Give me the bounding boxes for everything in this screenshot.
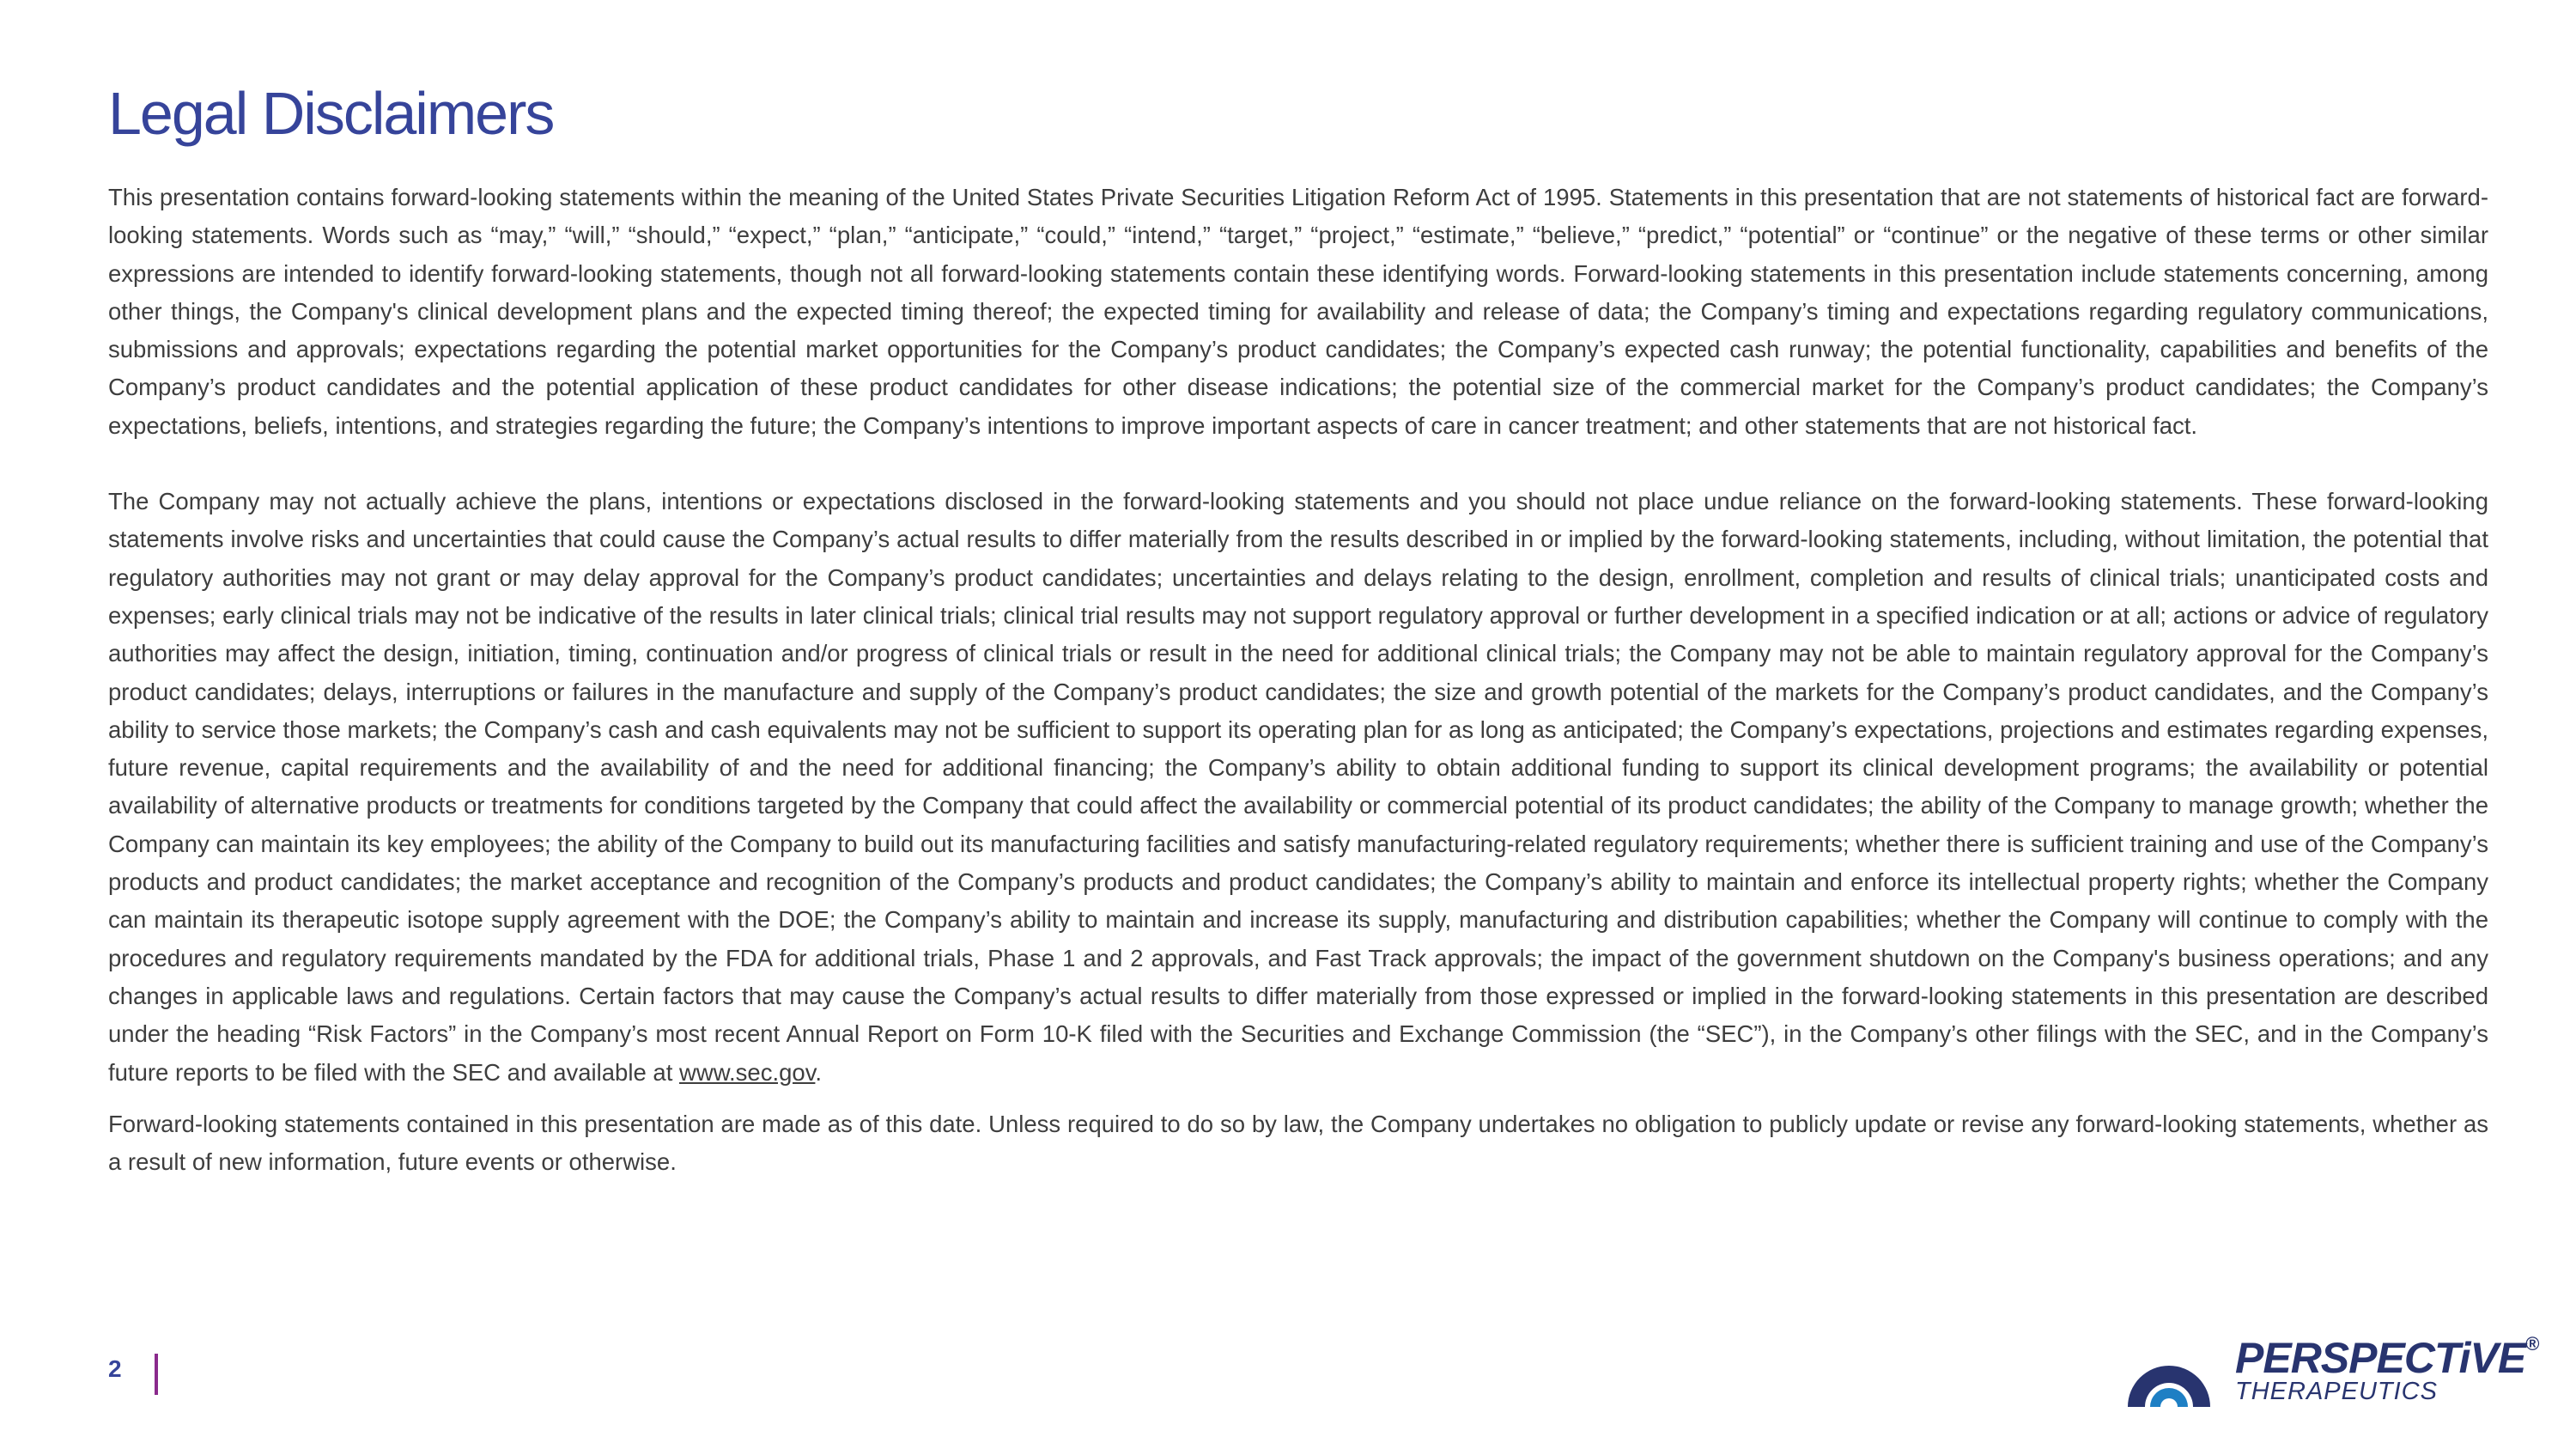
sec-gov-link[interactable]: www.sec.gov bbox=[678, 1058, 816, 1086]
disclaimer-paragraph-2-text: The Company may not actually achieve the plans, intentions or expectations disclosed in the forward-looking statements and you should not place undue reliance on the forward-looking statements. These forward-looking statements involve risks and uncertainties that could cause the Company’s actual results to differ materially from the results described in or implied by the forward-looking statements, including, without limitation, the potential that regulatory authorities may not grant or may delay approval for the Company’s product candidates; uncertainties and delays relating to the design, enrollment, completion and results of clinical trials; unanticipated costs and expenses; early clinical trials may not be indicative of the results in later clinical trials; clinical trial results may not support regulatory approval or further development in a specified indication or at all; actions or advice of regulatory authorities may affect the design, initiation, timing, continuation and/or progress of clinical trials or result in the need for additional clinical trials; the Company may not be able to maintain regulatory approval for the Company’s product candidates; delays, interruptions or failures in the manufacture and supply of the Company’s product candidates; the size and growth potential of the markets for the Company’s product candidates, and the Company’s ability to service those markets; the Company’s cash and cash equivalents may not be sufficient to support its operating plan for as long as anticipated; the Company’s expectations, projections and estimates regarding expenses, future revenue, capital requirements and the availability of and the need for additional financing; the Company’s ability to obtain additional funding to support its clinical development programs; the availability or potential availability of alternative products or treatments for conditions targeted by the Company that could affect the availability or commercial potential of its product candidates; the ability of the Company to manage growth; whether the Company can maintain its key employees; the ability of the Company to build out its manufacturing facilities and satisfy manufacturing-related regulatory requirements; whether there is sufficient training and use of the Company’s products and product candidates; the market acceptance and recognition of the Company’s products and product candidates; the Company’s ability to maintain and enforce its intellectual property rights; whether the Company can maintain its therapeutic isotope supply agreement with the DOE; the Company’s ability to maintain and increase its supply, manufacturing and distribution capabilities; whether the Company will continue to comply with the procedures and regulatory requirements mandated by the FDA for additional trials, Phase 1 and 2 approvals, and Fast Track approvals; the impact of the government shutdown on the Company's business operations; and any changes in applicable laws and regulations. Certain factors that may cause the Company’s actual results to differ materially from those expressed or implied in the forward-looking statements in this presentation are described under the heading “Risk Factors” in the Company’s most recent Annual Report on Form 10-K filed with the Securities and Exchange Commission (the “SEC”), in the Company’s other filings with the SEC, and in the Company’s future reports to be filed with the SEC and available at bbox=[108, 488, 2488, 1086]
logo-wordmark bbox=[2235, 1333, 2538, 1383]
logo-name-text: PERSPECTiVE bbox=[2235, 1334, 2526, 1382]
perspective-logo-mark-icon bbox=[2121, 1324, 2217, 1410]
disclaimer-body bbox=[108, 179, 2488, 1181]
disclaimer-paragraph-1: This presentation contains forward-looking statements within the meaning of the United States Private Securities Litigation Reform Act of 1995. Statements in this presentation that are not statements of historical fact are forward-looking statements. Words such as “may,” “will,” “should,” “expect,” “plan,” “anticipate,” “could,” “intend,” “target,” “project,” “estimate,” “believe,” “predict,” “potential” or “continue” or the negative of these terms or other similar expressions are intended to identify forward-looking statements, though not all forward-looking statements contain these identifying words. Forward-looking statements in this presentation include statements concerning, among other things, the Company's clinical development plans and the expected timing thereof; the expected timing for availability and release of data; the Company’s timing and expectations regarding regulatory communications, submissions and approvals; expectations regarding the potential market opportunities for the Company’s product candidates; the Company’s expected cash runway; the potential functionality, capabilities and benefits of the Company’s product candidates and the potential application of these product candidates for other disease indications; the potential size of the commercial market for the Company’s product candidates; the Company’s expectations, beliefs, intentions, and strategies regarding the future; the Company’s intentions to improve important aspects of care in cancer treatment; and other statements that are not historical fact. bbox=[108, 184, 2488, 439]
logo-subtitle: THERAPEUTICS bbox=[2235, 1378, 2438, 1405]
registered-mark: ® bbox=[2525, 1333, 2539, 1355]
disclaimer-paragraph-2-end: . bbox=[815, 1058, 823, 1086]
footer-divider-bar bbox=[155, 1354, 158, 1395]
disclaimer-paragraph-3: Forward-looking statements contained in this presentation are made as of this date. Unless required to do so by law, the Company undertakes no obligation to publicly update or revise any forward-looking statements, whether as a result of new information, future events or otherwise. bbox=[108, 1110, 2488, 1176]
page-number: 2 bbox=[108, 1355, 122, 1382]
disclaimer-paragraph-2 bbox=[108, 483, 2488, 1092]
company-logo bbox=[2121, 1324, 2539, 1419]
slide-title: Legal Disclaimers bbox=[108, 80, 554, 147]
